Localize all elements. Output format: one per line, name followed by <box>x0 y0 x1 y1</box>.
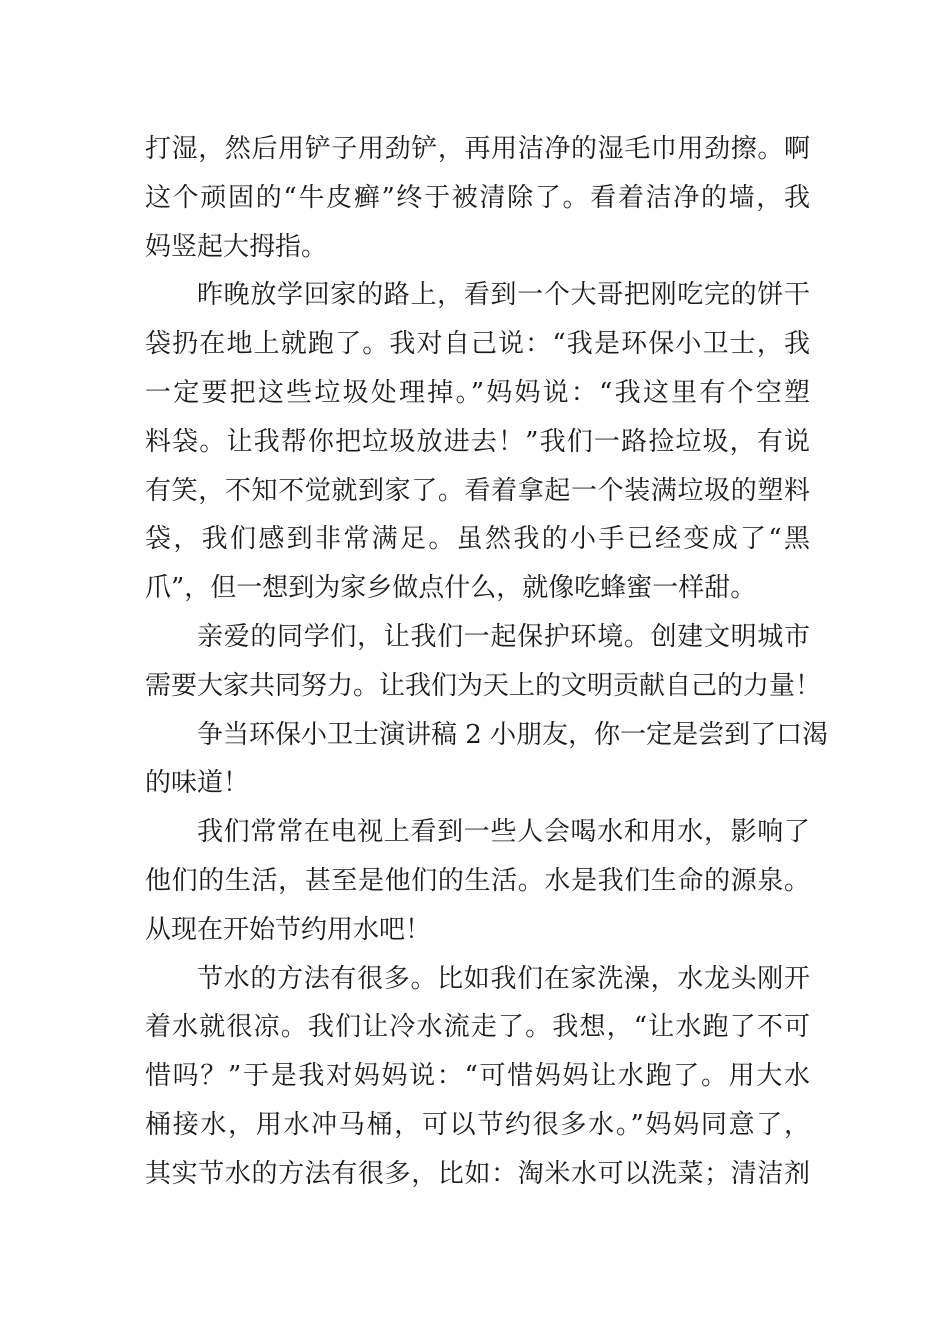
text-line: 他们的生活，甚至是他们的生活。水是我们生命的源泉。 <box>145 865 810 896</box>
text-line: 袋扔在地上就跑了。我对自己说：“我是环保小卫士，我 <box>145 329 810 360</box>
document-body-text <box>145 125 829 1199</box>
text-line: 惜吗？”于是我对妈妈说：“可惜妈妈让水跑了。用大水 <box>145 1061 810 1092</box>
text-line: 爪”，但一想到为家乡做点什么，就像吃蜂蜜一样甜。 <box>145 573 757 604</box>
text-line: 打湿，然后用铲子用劲铲，再用洁净的湿毛巾用劲擦。啊 <box>145 134 810 164</box>
text-line: 从现在开始节约用水吧！ <box>145 914 432 945</box>
text-line: 亲爱的同学们，让我们一起保护环境。创建文明城市 <box>197 621 810 652</box>
text-line: 节水的方法有很多。比如我们在家洗澡，水龙头刚开 <box>197 963 810 994</box>
text-line: 这个顽固的“牛皮癣”终于被清除了。看着洁净的墙，我 <box>145 182 810 213</box>
text-line: 其实节水的方法有很多，比如：淘米水可以洗菜；清洁剂 <box>145 1158 810 1189</box>
text-line: 妈竖起大拇指。 <box>145 231 328 262</box>
text-line: 料袋。让我帮你把垃圾放进去！”我们一路捡垃圾，有说 <box>145 426 810 457</box>
text-line: 我们常常在电视上看到一些人会喝水和用水，影响了 <box>197 817 810 848</box>
text-line: 有笑，不知不觉就到家了。看着拿起一个装满垃圾的塑料 <box>145 475 810 506</box>
text-line: 一定要把这些垃圾处理掉。”妈妈说：“我这里有个空塑 <box>145 377 810 408</box>
text-line: 袋，我们感到非常满足。虽然我的小手已经变成了“黑 <box>145 524 810 555</box>
text-line: 桶接水，用水冲马桶，可以节约很多水。”妈妈同意了， <box>145 1109 810 1140</box>
text-line: 着水就很凉。我们让冷水流走了。我想，“让水跑了不可 <box>145 1012 810 1043</box>
text-line: 争当环保小卫士演讲稿 2 小朋友，你一定是尝到了口渴 <box>197 719 829 750</box>
text-line: 需要大家共同努力。让我们为天上的文明贡献自己的力量！ <box>145 670 822 701</box>
text-line: 的味道！ <box>145 768 250 799</box>
text-line: 昨晚放学回家的路上，看到一个大哥把刚吃完的饼干 <box>197 280 810 311</box>
